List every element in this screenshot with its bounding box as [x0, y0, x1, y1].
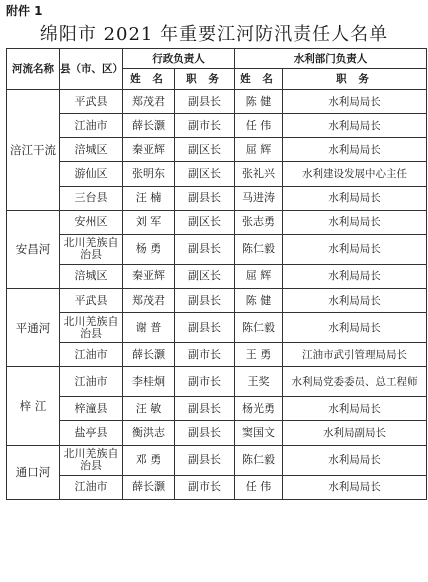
admin-name-cell: 李桂炯	[123, 367, 175, 397]
admin-duty-cell: 副县长	[175, 397, 235, 421]
table-row	[7, 367, 427, 397]
admin-name-cell: 郑茂君	[123, 288, 175, 312]
water-duty-cell: 水利局局长	[283, 114, 427, 138]
water-name-cell: 陈 健	[235, 288, 283, 312]
admin-name-cell: 薛长灏	[123, 475, 175, 499]
admin-name-cell: 衡洪志	[123, 421, 175, 445]
admin-name-cell: 郑茂君	[123, 90, 175, 114]
header-county: 县（市、区）	[60, 49, 123, 90]
river-name-cell: 安昌河	[7, 210, 60, 288]
water-name-cell: 屈 辉	[235, 264, 283, 288]
header-admin-duty: 职 务	[175, 69, 235, 90]
admin-duty-cell: 副县长	[175, 186, 235, 210]
table-row	[7, 445, 427, 475]
header-admin-group: 行政负责人	[123, 49, 235, 69]
water-name-cell: 王奖	[235, 367, 283, 397]
header-river: 河流名称	[7, 49, 60, 90]
water-duty-cell: 水利局局长	[283, 445, 427, 475]
water-duty-cell: 水利局局长	[283, 138, 427, 162]
admin-duty-cell: 副区长	[175, 264, 235, 288]
table-row	[7, 162, 427, 186]
admin-duty-cell: 副区长	[175, 162, 235, 186]
header-admin-name: 姓 名	[123, 69, 175, 90]
table-row	[7, 90, 427, 114]
river-name-cell: 涪江干流	[7, 90, 60, 211]
county-cell: 平武县	[60, 288, 123, 312]
admin-name-cell: 薛长灏	[123, 114, 175, 138]
table-row	[7, 313, 427, 343]
water-duty-cell: 水利局局长	[283, 313, 427, 343]
admin-name-cell: 汪 敏	[123, 397, 175, 421]
admin-duty-cell: 副县长	[175, 313, 235, 343]
admin-duty-cell: 副区长	[175, 210, 235, 234]
attachment-label: 附件 1	[6, 4, 43, 18]
water-name-cell: 窦国文	[235, 421, 283, 445]
county-cell: 北川羌族自治县	[60, 313, 123, 343]
responsibility-table	[6, 48, 427, 500]
table-row	[7, 343, 427, 367]
county-cell: 安州区	[60, 210, 123, 234]
admin-name-cell: 杨 勇	[123, 234, 175, 264]
table-row	[7, 475, 427, 499]
admin-name-cell: 张明东	[123, 162, 175, 186]
admin-duty-cell: 副县长	[175, 445, 235, 475]
water-duty-cell: 水利建设发展中心主任	[283, 162, 427, 186]
admin-duty-cell: 副县长	[175, 90, 235, 114]
water-duty-cell: 水利局局长	[283, 234, 427, 264]
county-cell: 北川羌族自治县	[60, 234, 123, 264]
admin-duty-cell: 副市长	[175, 343, 235, 367]
admin-duty-cell: 副市长	[175, 367, 235, 397]
admin-name-cell: 邓 勇	[123, 445, 175, 475]
water-name-cell: 陈仁毅	[235, 234, 283, 264]
water-duty-cell: 水利局局长	[283, 288, 427, 312]
admin-name-cell: 秦亚辉	[123, 264, 175, 288]
water-name-cell: 陈 健	[235, 90, 283, 114]
water-name-cell: 王 勇	[235, 343, 283, 367]
table-row	[7, 138, 427, 162]
admin-name-cell: 薛长灏	[123, 343, 175, 367]
admin-duty-cell: 副区长	[175, 138, 235, 162]
county-cell: 涪城区	[60, 138, 123, 162]
water-duty-cell: 水利局党委委员、总工程师	[283, 367, 427, 397]
table-row	[7, 114, 427, 138]
water-name-cell: 张志勇	[235, 210, 283, 234]
county-cell: 江油市	[60, 367, 123, 397]
table-body	[7, 90, 427, 500]
water-name-cell: 张礼兴	[235, 162, 283, 186]
water-duty-cell: 水利局局长	[283, 475, 427, 499]
water-name-cell: 杨光勇	[235, 397, 283, 421]
county-cell: 梓潼县	[60, 397, 123, 421]
county-cell: 江油市	[60, 475, 123, 499]
water-name-cell: 马进涛	[235, 186, 283, 210]
water-name-cell: 任 伟	[235, 114, 283, 138]
admin-name-cell: 秦亚辉	[123, 138, 175, 162]
river-name-cell: 梓 江	[7, 367, 60, 445]
water-name-cell: 屈 辉	[235, 138, 283, 162]
admin-duty-cell: 副市长	[175, 475, 235, 499]
water-name-cell: 陈仁毅	[235, 313, 283, 343]
water-duty-cell: 江油市武引管理局局长	[283, 343, 427, 367]
admin-duty-cell: 副市长	[175, 114, 235, 138]
county-cell: 游仙区	[60, 162, 123, 186]
admin-duty-cell: 副县长	[175, 234, 235, 264]
admin-duty-cell: 副县长	[175, 288, 235, 312]
header-water-name: 姓 名	[235, 69, 283, 90]
river-name-cell: 平通河	[7, 288, 60, 366]
county-cell: 盐亭县	[60, 421, 123, 445]
water-duty-cell: 水利局局长	[283, 210, 427, 234]
water-duty-cell: 水利局局长	[283, 90, 427, 114]
admin-name-cell: 汪 楠	[123, 186, 175, 210]
water-duty-cell: 水利局局长	[283, 186, 427, 210]
page-title: 绵阳市 2021 年重要江河防汛责任人名单	[39, 24, 389, 45]
table-row	[7, 421, 427, 445]
table-row	[7, 397, 427, 421]
table-row	[7, 234, 427, 264]
water-duty-cell: 水利局局长	[283, 264, 427, 288]
county-cell: 江油市	[60, 114, 123, 138]
county-cell: 平武县	[60, 90, 123, 114]
county-cell: 涪城区	[60, 264, 123, 288]
admin-name-cell: 刘 军	[123, 210, 175, 234]
water-duty-cell: 水利局副局长	[283, 421, 427, 445]
table-row	[7, 288, 427, 312]
county-cell: 江油市	[60, 343, 123, 367]
header-water-duty: 职 务	[283, 69, 427, 90]
river-name-cell: 通口河	[7, 445, 60, 499]
admin-name-cell: 谢 普	[123, 313, 175, 343]
table-row	[7, 264, 427, 288]
county-cell: 三台县	[60, 186, 123, 210]
table-row	[7, 186, 427, 210]
county-cell: 北川羌族自治县	[60, 445, 123, 475]
header-water-group: 水利部门负责人	[235, 49, 427, 69]
admin-duty-cell: 副县长	[175, 421, 235, 445]
water-name-cell: 陈仁毅	[235, 445, 283, 475]
water-name-cell: 任 伟	[235, 475, 283, 499]
water-duty-cell: 水利局局长	[283, 397, 427, 421]
table-row	[7, 210, 427, 234]
